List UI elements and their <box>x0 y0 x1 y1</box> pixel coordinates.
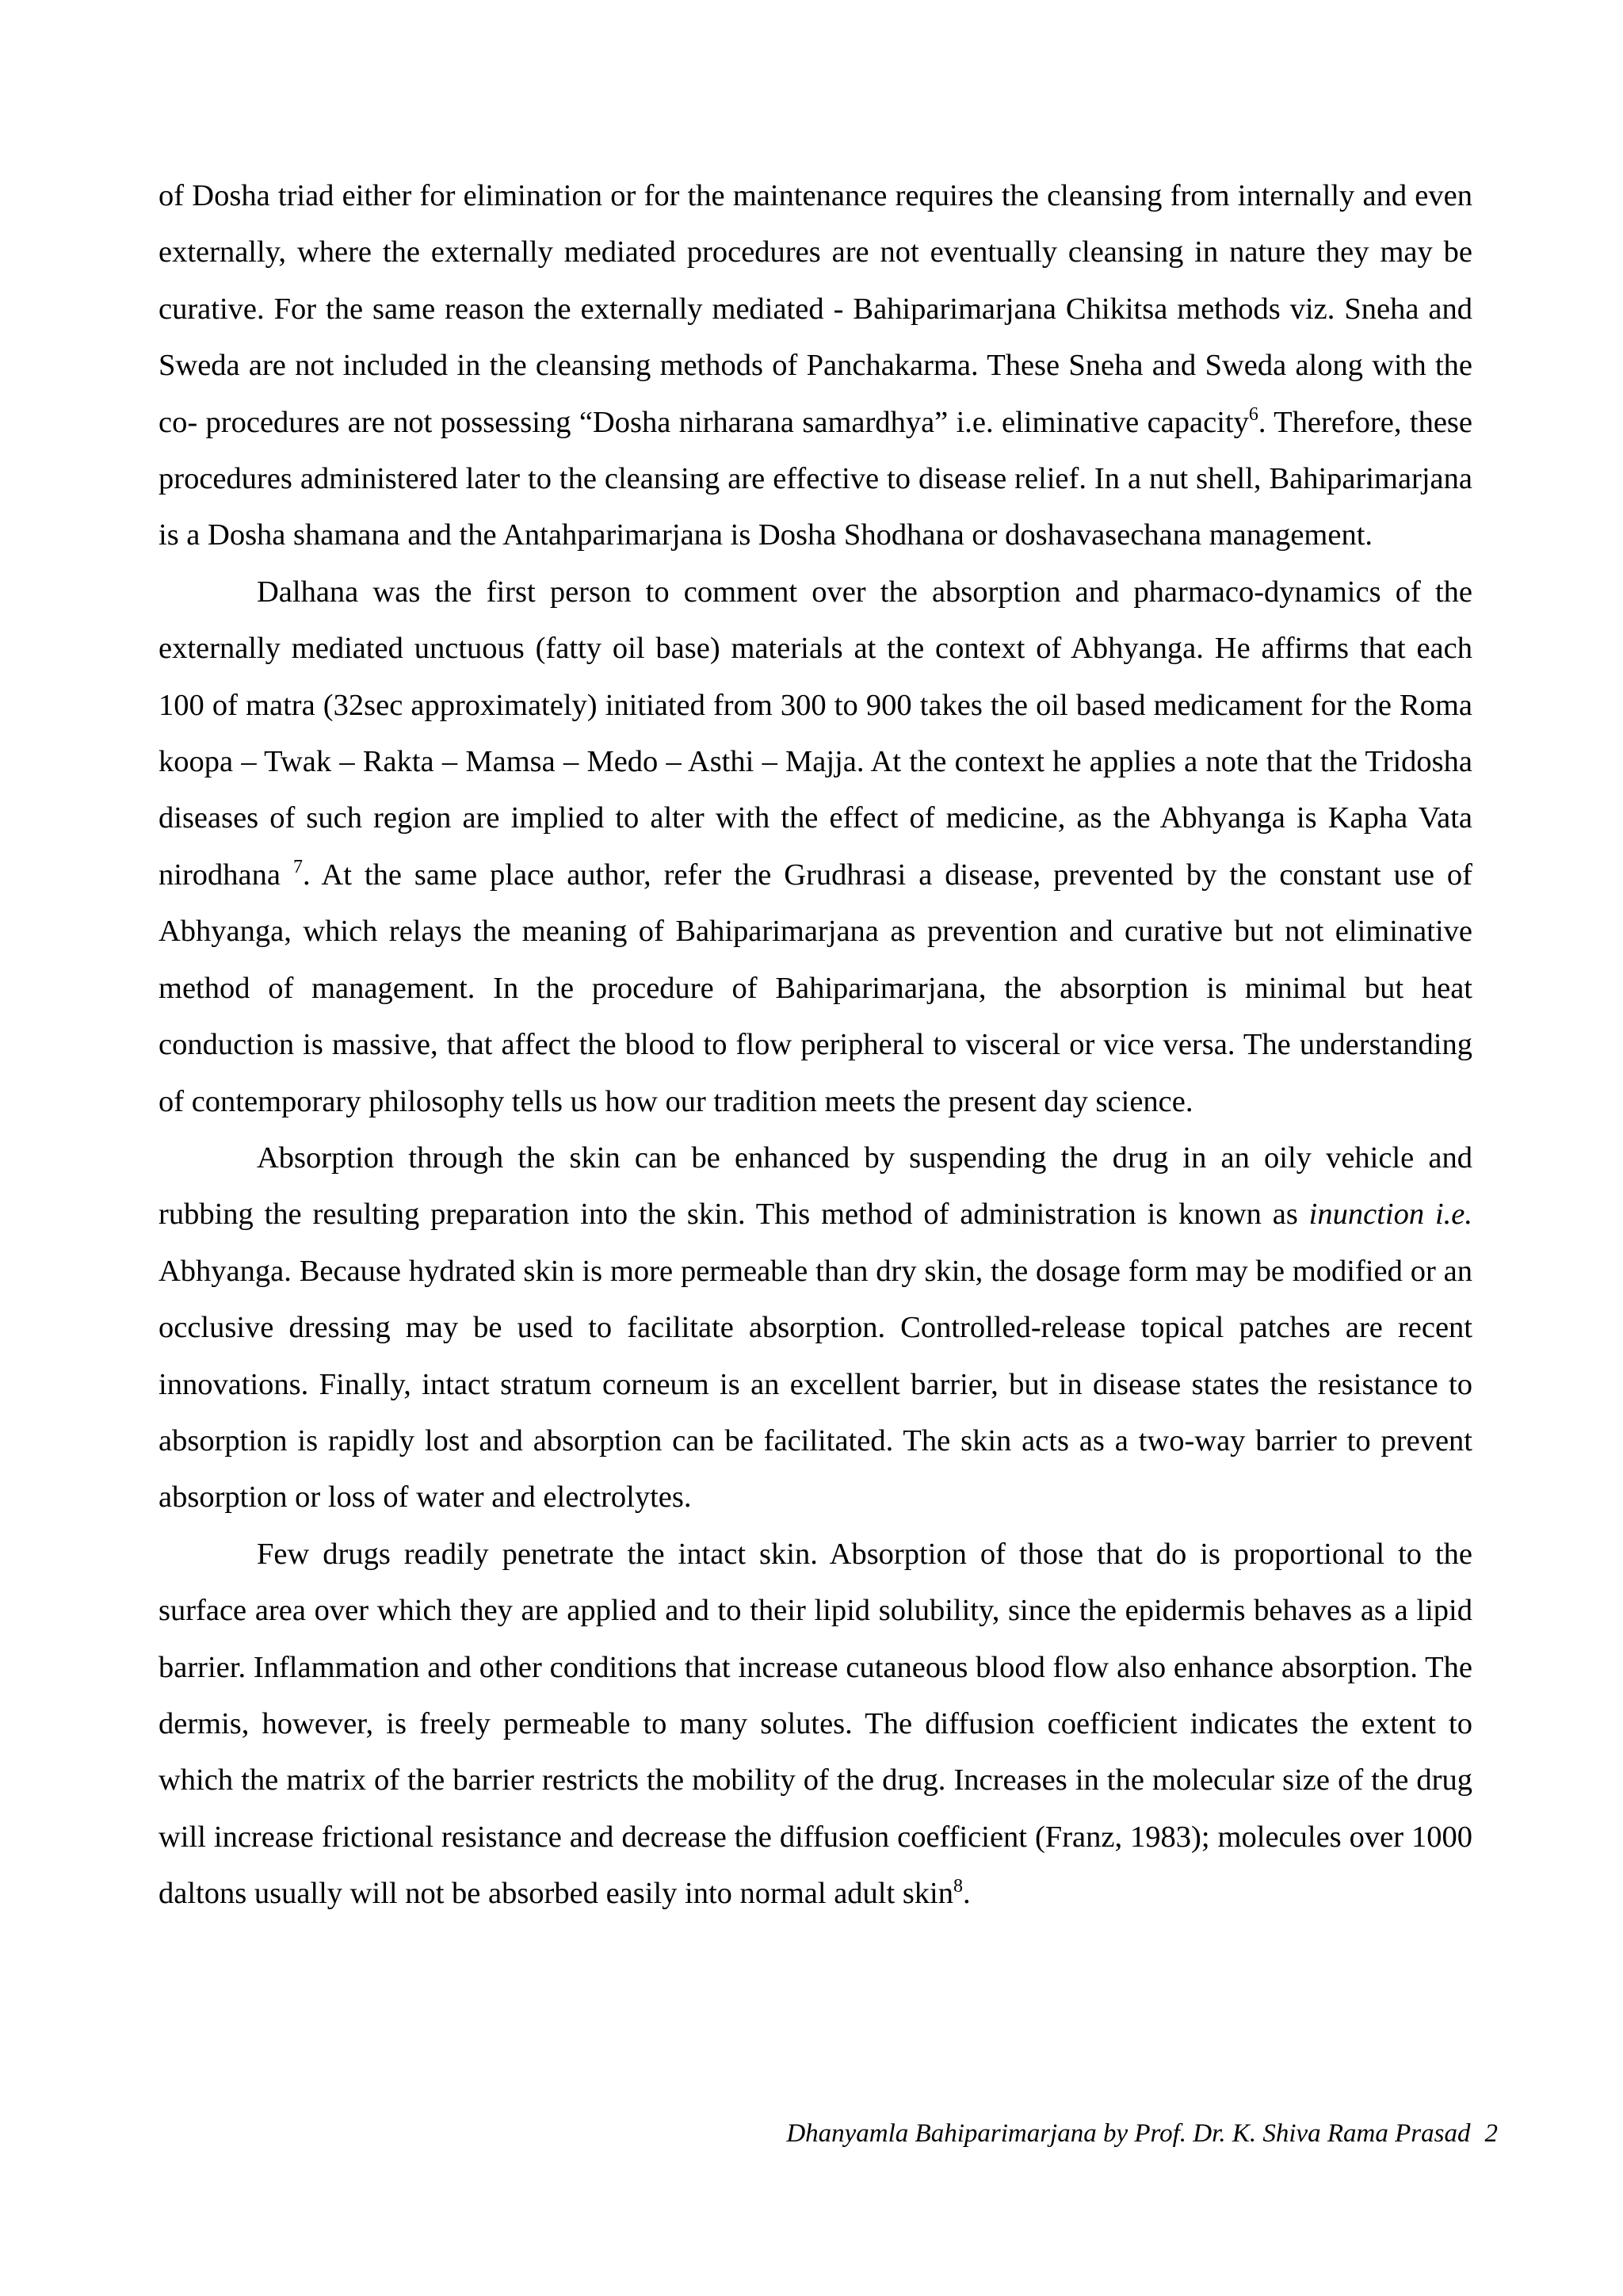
paragraph-4 <box>158 1526 1472 1923</box>
paragraph-2-text: Dalhana was the first person to comment over the absorption and pharmaco-dynamics of the externally mediated unctuous (fatty oil base) materials at the context of Abhyanga. He affirms that each 100 of matra (32sec approximately) initiated from 300 to 900 takes the oil based medicament for the Roma koopa – Twak – Rakta – Mamsa – Medo – Asthi – Majja. At the context he applies a note that the Tridosha diseases of such region are implied to alter with the effect of medicine, as the Abhyanga is Kapha Vata nirodhana <box>158 575 1472 892</box>
document-body <box>158 168 1472 1923</box>
paragraph-3-italic: inunction i.e. <box>1308 1198 1472 1232</box>
paragraph-1-text: of Dosha triad either for elimination or for the maintenance requires the cleansing from internally and even externally, where the externally mediated procedures are not eventually cleansing in nature they may be curative. For the same reason the externally mediated - Bahiparimarjana Chikitsa methods viz. Sneha and Sweda are not included in the cleansing methods of Panchakarma. These Sneha and Sweda along with the co- procedures are not possessing “Dosha nirharana samardhya” i.e. eliminative capacity <box>158 179 1472 439</box>
footnote-ref-6: 6 <box>1248 404 1258 426</box>
paragraph-1-tail: . Therefore, these procedures administered later to the cleansing are effective to disease relief. In a nut shell, Bahiparimarjana is a Dosha shamana and the Antahparimarjana is Dosha Shodhana or doshavasechana management. <box>158 405 1472 552</box>
footnote-ref-7: 7 <box>292 857 303 878</box>
paragraph-2 <box>158 564 1472 1130</box>
paragraph-4-tail: . <box>963 1877 971 1911</box>
paragraph-2-tail: . At the same place author, refer the Grudhrasi a disease, prevented by the constant use of Abhyanga, which relays the meaning of Bahiparimarjana as prevention and curative but not eliminative method of management. In the procedure of Bahiparimarjana, the absorption is minimal but heat conduction is massive, that affect the blood to flow peripheral to visceral or vice versa. The understanding of contemporary philosophy tells us how our tradition meets the present day science. <box>158 858 1472 1118</box>
paragraph-3-tail: Abhyanga. Because hydrated skin is more permeable than dry skin, the dosage form may be modified or an occlusive dressing may be used to facilitate absorption. Controlled-release topical patches are recent innovations. Finally, intact stratum corneum is an excellent barrier, but in disease states the resistance to absorption is rapidly lost and absorption can be facilitated. The skin acts as a two-way barrier to prevent absorption or loss of water and electrolytes. <box>158 1254 1472 1515</box>
paragraph-3-text: Absorption through the skin can be enhanced by suspending the drug in an oily vehicle and rubbing the resulting preparation into the skin. This method of administration is known as <box>158 1140 1472 1232</box>
footer-title: Dhanyamla Bahiparimarjana by Prof. Dr. K. Shiva Rama Prasad <box>786 2119 1471 2148</box>
paragraph-1 <box>158 168 1472 564</box>
page-footer <box>555 2118 1498 2149</box>
paragraph-4-text: Few drugs readily penetrate the intact skin. Absorption of those that do is proportional to the surface area over which they are applied and to their lipid solubility, since the epidermis behaves as a lipid barrier. Inflammation and other conditions that increase cutaneous blood flow also enhance absorption. The dermis, however, is freely permeable to many solutes. The diffusion coefficient indicates the extent to which the matrix of the barrier restricts the mobility of the drug. Increases in the molecular size of the drug will increase frictional resistance and decrease the diffusion coefficient (Franz, 1983); molecules over 1000 daltons usually will not be absorbed easily into normal adult skin <box>158 1537 1472 1911</box>
paragraph-3 <box>158 1130 1472 1526</box>
page-number: 2 <box>1484 2119 1498 2148</box>
footnote-ref-8: 8 <box>953 1875 963 1897</box>
